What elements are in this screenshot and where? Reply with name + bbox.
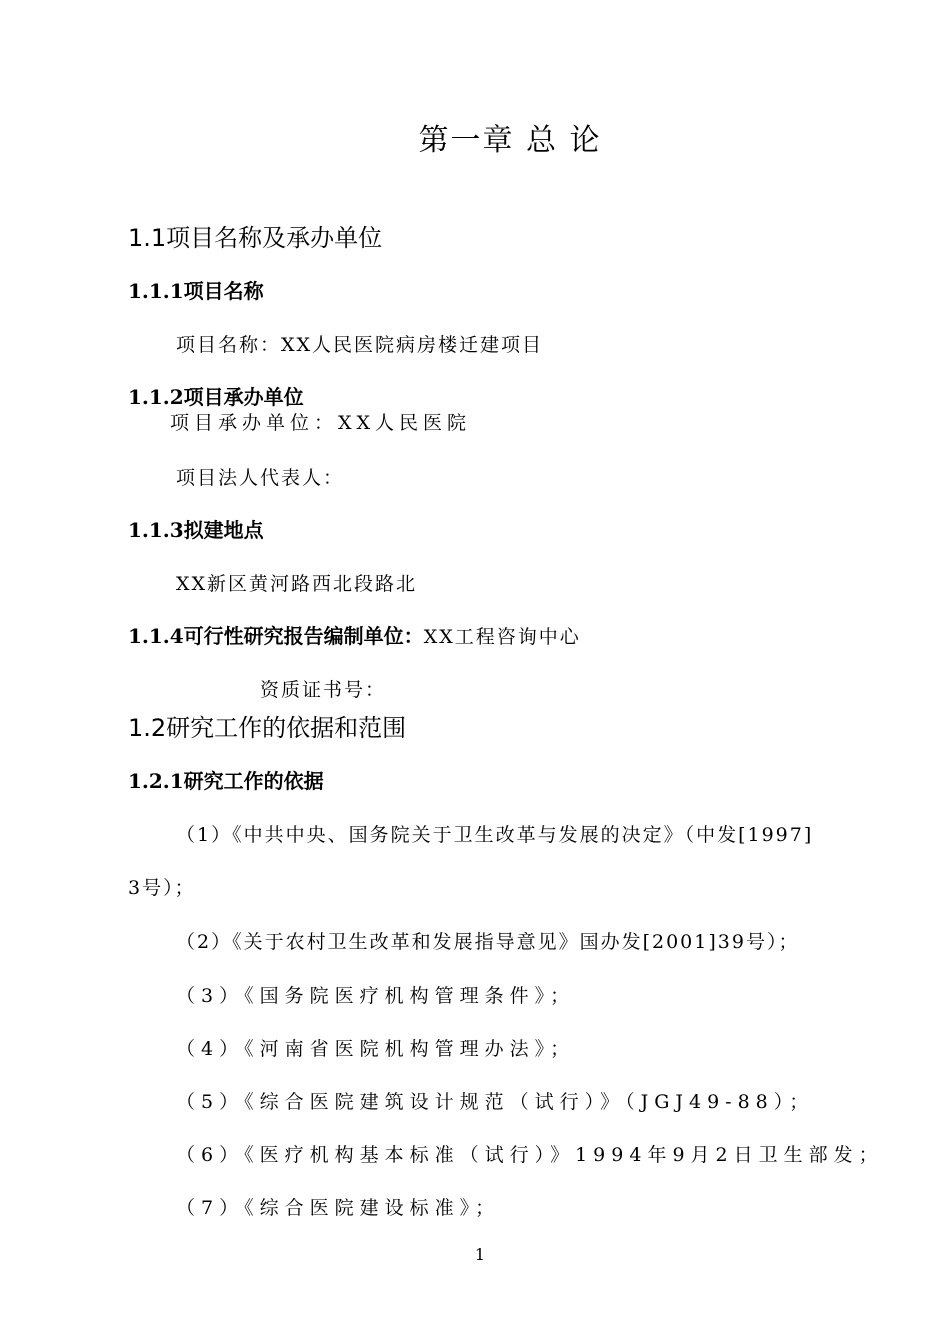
basis-item-2: （2）《关于农村卫生改革和发展指导意见》国办发[2001]39号）； bbox=[176, 931, 800, 953]
basis-item-4: （4）《河南省医院机构管理办法》； bbox=[176, 1038, 576, 1060]
section-1-1-4-value: XX工程咨询中心 bbox=[423, 626, 581, 648]
section-1-1-4-label: 1.1.4可行性研究报告编制单位： bbox=[128, 624, 424, 648]
basis-item-5: （5）《综合医院建筑设计规范（试行）》（JGJ49-88）； bbox=[176, 1091, 815, 1113]
basis-item-7: （7）《综合医院建设标准》； bbox=[176, 1197, 501, 1219]
section-1-2-heading: 1.2研究工作的依据和范围 bbox=[128, 714, 407, 742]
section-1-1-2-heading: 1.1.2项目承办单位 bbox=[128, 385, 304, 409]
organizer-text: 项目承办单位：XX人民医院 bbox=[170, 412, 472, 434]
basis-item-6: （6）《医疗机构基本标准（试行）》1994年9月2日卫生部发； bbox=[176, 1144, 884, 1166]
basis-item-3: （3）《国务院医疗机构管理条件》； bbox=[176, 985, 576, 1007]
section-1-1-1-heading: 1.1.1项目名称 bbox=[128, 279, 264, 303]
location-text: XX新区黄河路西北段路北 bbox=[176, 573, 418, 595]
certificate-text: 资质证书号： bbox=[260, 679, 387, 701]
section-1-1-4-line bbox=[128, 626, 581, 647]
section-1-1-heading: 1.1项目名称及承办单位 bbox=[128, 224, 383, 252]
basis-item-1: （1）《中共中央、国务院关于卫生改革与发展的决定》（中发[1997] bbox=[176, 824, 814, 846]
legal-representative-text: 项目法人代表人： bbox=[176, 467, 345, 489]
page-number: 1 bbox=[474, 1245, 486, 1264]
basis-item-1-continued: 3号）； bbox=[128, 877, 196, 899]
section-1-2-1-heading: 1.2.1研究工作的依据 bbox=[128, 769, 324, 793]
section-1-1-3-heading: 1.1.3拟建地点 bbox=[128, 518, 264, 542]
project-name-text: 项目名称：XX人民医院病房楼迁建项目 bbox=[176, 334, 544, 356]
chapter-title: 第一章 总 论 bbox=[418, 123, 602, 158]
